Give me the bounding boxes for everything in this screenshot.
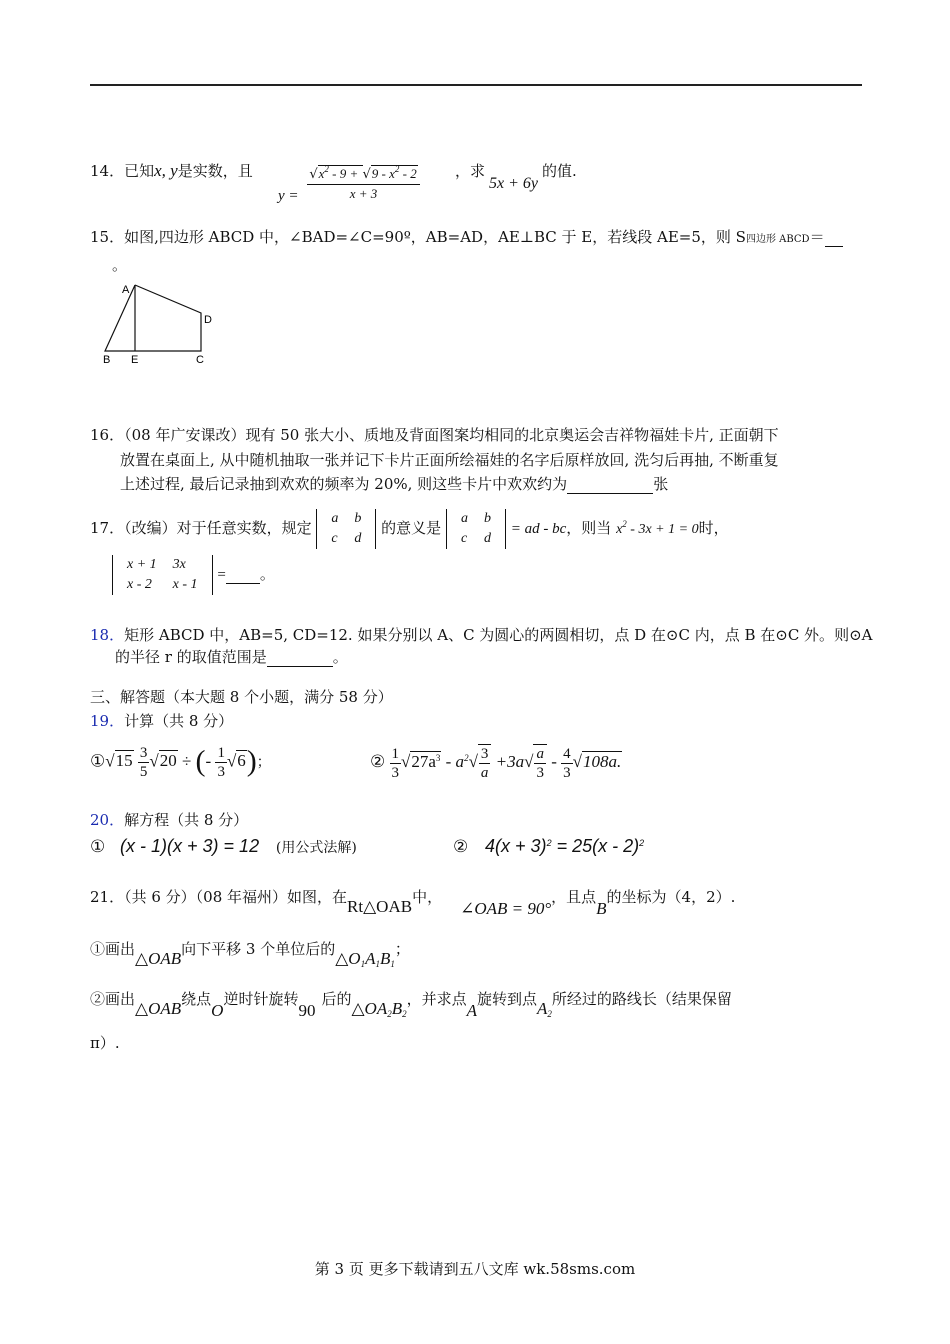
text: = [217,567,226,583]
eq-left: y = [278,187,299,204]
text: 已知 [124,162,155,180]
question-14 [90,160,253,196]
text: 上述过程, 最后记录抽到欢欢的频率为 20%, 则这些卡片中欢欢约为 [120,475,568,493]
t: 2 [387,1009,392,1019]
text: 的坐标为（4，2）. [606,888,736,906]
text: 所经过的路线长（结果保留 [551,990,732,1008]
text: 。 [332,648,348,666]
t: 2 [394,164,400,174]
question-21-line2 [90,938,410,969]
question-16-line3 [120,473,668,494]
math: 90 [298,1001,316,1020]
text: ，则当 [566,519,612,537]
t: 3 [217,764,225,780]
t: 3 [536,765,544,781]
equation: (x - 1)(x + 3) = 12 [120,836,260,856]
det-cell: d [483,531,491,546]
part-label: ② [453,837,469,857]
text: 矩形 ABCD 中，AB=5, CD=12. 如果分别以 A、C 为圆心的两圆相切，点 D 在⊙C 内，点 B 在⊙C 外。则⊙A [124,626,873,644]
text: 的值. [542,162,577,180]
text: 21．（共 6 分）（08 年福州）如图，在 [90,888,348,906]
determinant-3 [112,555,213,595]
text: 逆时针旋转 [223,990,299,1008]
section-3-heading [90,686,393,707]
text: ； [394,940,410,958]
det-cell: x - 1 [172,577,198,592]
t: 4(x + 3) [485,836,547,856]
question-17-line2 [112,555,275,595]
label-D: D [204,314,212,326]
question-20-title [90,809,248,830]
fraction-denominator: x + 3 [349,186,378,201]
t: 3 [435,752,441,763]
text: 旋转到点 [477,990,538,1008]
t: = 25(x - 2) [551,836,640,856]
q19-part2: ② $\frac{1}{3}$ $√27a^3 - a^2√$ $\frac{3}{a}$ +3a√ $\frac{a}{3}$ - $\frac{4}{3}$ √108a. [370,745,622,781]
answer-blank [226,565,260,584]
det-cell: x - 2 [127,577,152,592]
t: a [536,746,544,762]
answer-blank [267,648,333,667]
text: ，并求点 [406,990,467,1008]
question-15 [90,226,843,247]
t: - 2 [399,166,417,181]
label-B: B [103,354,111,366]
question-17 [90,509,729,549]
fraction-numerator: $√x^2 - 9 + √9 - x^2 - 2$ [307,160,419,185]
t: 1 [391,745,399,762]
question-21-line1 [90,886,736,918]
math: △OAB [135,999,182,1018]
math-expr: 5x + 6y [489,175,539,192]
text: （改编）对于任意实数，规定 [124,519,312,537]
t: 108a. [583,751,622,771]
q15-subscript: 四边形 ABCD [745,234,810,245]
t: ； [256,755,271,771]
t: 4 [563,745,571,762]
part-label: ② [370,751,386,771]
t: 2 [622,519,627,529]
t: 2 [547,1009,552,1019]
t: 3 [391,764,399,781]
t: 3 [563,764,571,781]
text: ＝ [809,228,825,246]
q15-line2 [112,254,127,275]
t: A [537,999,548,1018]
question-number: 18． [90,626,125,644]
question-16-line2 [120,449,779,470]
q15-text: 15．如图,四边形 ABCD 中，∠BAD=∠C=90º，AB=AD，AE⊥BC 于 E，若线段 AE=5，则 S [90,228,746,246]
t: 9 - x [371,166,395,181]
t: 3 [139,745,148,761]
t: 2 [402,1009,407,1019]
t: △O [335,949,361,968]
text: 。 [112,256,128,274]
text: 中， [412,888,443,906]
note: (用公式法解) [275,840,357,856]
t: - 9 + [328,166,362,181]
t: ÷ [181,751,192,771]
t: 1 [217,745,225,761]
t: - [551,751,562,771]
t: x [318,166,325,181]
t: 20 [159,751,177,771]
question-21-line4 [90,1032,120,1053]
t: △OA [351,999,388,1018]
question-21-line3 [90,988,732,1020]
t: 1 [360,959,366,969]
math-expr: = ad - bc [510,521,567,537]
text: 16．（08 年广安课改）现有 50 张大小、质地及背面图案均相同的北京奥运会吉祥物福娃卡片, 正面朝下 [90,426,779,444]
t: 15 [115,751,133,771]
q19-part1: ①√15 $\frac{3}{5}$ √20 ÷ (- $\frac{1}{3}$ √6)； [90,744,271,780]
text: 是实数，且 [177,162,253,180]
math: O [211,1001,224,1020]
det-cell: c [460,531,468,546]
text: 解方程（共 8 分） [124,811,249,829]
part-label: ① [90,837,106,857]
text: 后的 [321,990,352,1008]
text: ，求 [455,162,486,180]
det-cell: 3x [172,557,186,572]
page-footer: 第 3 页 更多下载请到五八文库 wk.58sms.com [314,1260,636,1278]
det-cell: a [331,511,339,526]
question-18-line2 [115,646,348,667]
t: B [391,999,403,1018]
label-A: A [122,284,130,296]
q20-part1 [90,836,357,857]
t: - [205,751,212,771]
q20-part2 [453,836,644,857]
text: ，且点 [551,888,597,906]
question-number: 14． [90,162,125,180]
text: 放置在桌面上, 从中随机抽取一张并记下卡片正面所绘福娃的名字后原样放回, 洗匀后再抽, 不断重复 [120,451,779,469]
math-vars: x, y [154,161,178,180]
t: 2 [324,164,329,174]
question-number: 19． [90,712,125,730]
text: 绕点 [181,990,212,1008]
math: △OAB [135,949,182,968]
determinant-1 [316,509,376,549]
q14-fraction [307,160,419,203]
t: 1 [375,959,380,969]
question-16-line1 [90,424,779,445]
question-19-title [90,710,233,731]
t: a [480,765,489,781]
quadrilateral-figure [95,278,225,373]
t: - a [445,751,465,771]
text: 。 [259,565,275,583]
text: 的半径 r 的取值范围是 [115,648,267,666]
label-C: C [196,354,204,366]
det-cell: d [354,531,362,546]
q14-equation [278,160,420,203]
answer-blank [567,475,653,494]
math: B [596,899,607,918]
question-18-line1 [90,624,872,645]
text: 的意义是 [381,519,442,537]
t: 3 [480,746,489,762]
t: 1 [390,959,395,969]
t: 6 [237,751,246,771]
math: A [466,1001,478,1020]
t: 2 [464,752,469,763]
t: 2 [546,838,552,848]
t: +3a [495,751,525,771]
determinant-2 [446,509,506,549]
det-cell: b [354,511,362,526]
math: Rt△OAB [347,897,413,916]
math: ∠OAB = 90° [460,899,552,918]
t: 27a [411,751,436,771]
t: B [379,949,391,968]
answer-blank [825,228,843,247]
text: π）. [90,1034,120,1052]
header-rule [90,84,862,86]
question-number: 20． [90,811,125,829]
text: 计算（共 8 分） [124,712,234,730]
det-cell: a [460,511,468,526]
text: 张 [653,475,669,493]
det-cell: x + 1 [127,557,157,572]
t: 2 [639,838,645,848]
t: 5 [139,764,148,780]
figure-outline [105,285,201,351]
t: x [616,522,623,537]
text: ②画出 [90,990,136,1008]
q14-tail [455,160,577,192]
part-label: ① [90,751,106,771]
t: A [365,949,376,968]
t: - 3x + 1 = 0 [626,522,699,537]
text: 向下平移 3 个单位后的 [181,940,336,958]
question-number: 17． [90,519,125,537]
label-E: E [131,354,139,366]
det-cell: b [483,511,491,526]
det-cell: c [331,531,338,546]
text: 时， [698,519,729,537]
text: ①画出 [90,940,136,958]
text: 三、解答题（本大题 8 个小题，满分 58 分） [90,688,393,706]
